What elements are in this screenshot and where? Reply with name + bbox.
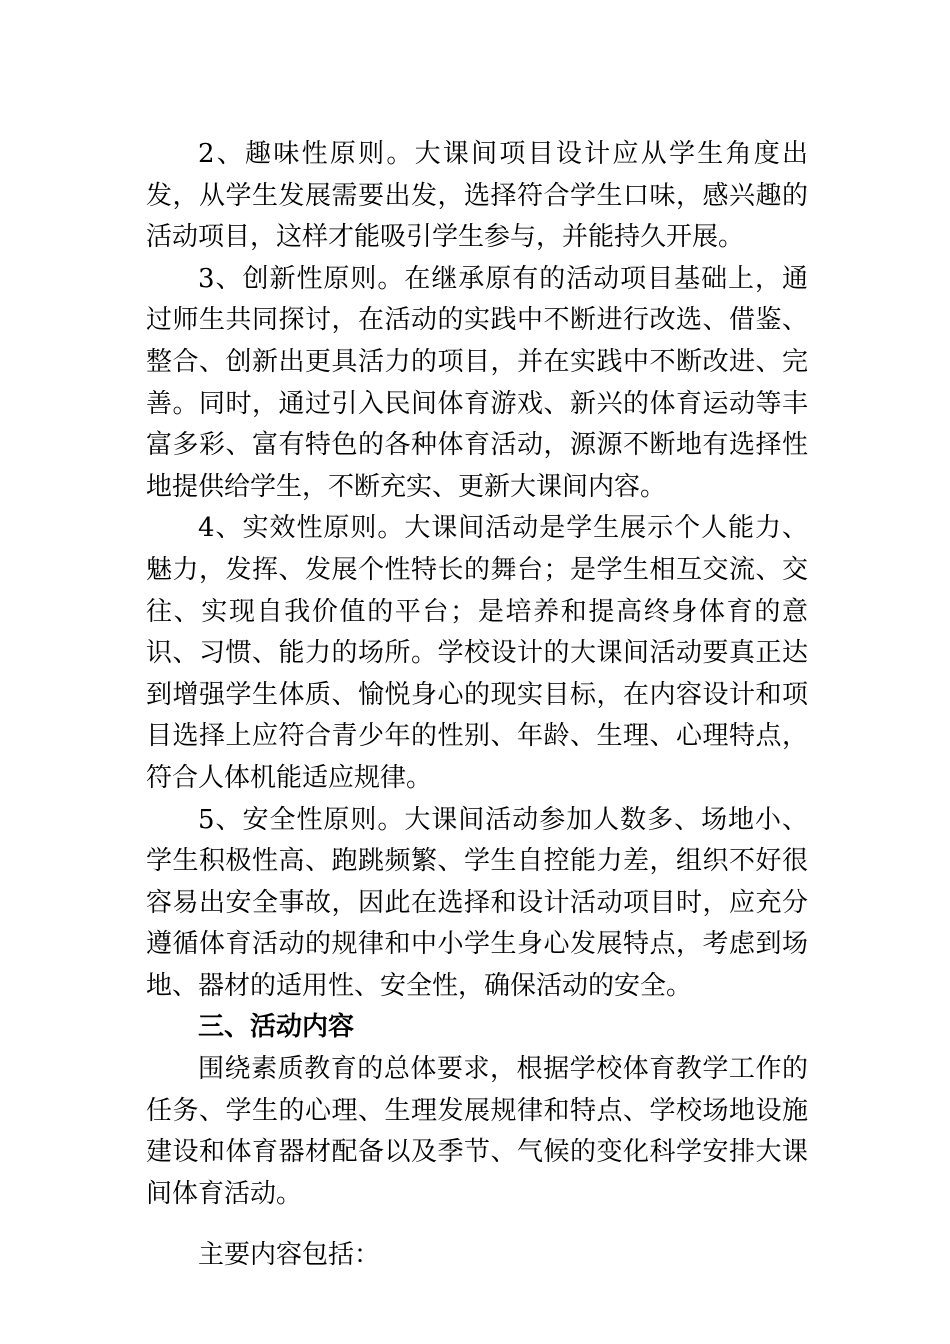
paragraph-innovation-principle: 3、创新性原则。在继承原有的活动项目基础上，通过师生共同探讨，在活动的实践中不断进行改选、借鉴、整合、创新出更具活力的项目，并在实践中不断改进、完善。同时，通过引入民间体育游戏、新兴的体育运动等丰富多彩、富有特色的各种体育活动，源源不断地有选择性地提供给学生，不断充实、更新大课间内容。 [146, 263, 808, 502]
paragraph-main-content-intro: 主要内容包括： [198, 1240, 381, 1271]
paragraph-safety-principle: 5、安全性原则。大课间活动参加人数多、场地小、学生积极性高、跑跳频繁、学生自控能力差，组织不好很容易出安全事故，因此在选择和设计活动项目时，应充分遵循体育活动的规律和中小学生身心发展特点，考虑到场地、器材的适用性、安全性，确保活动的安全。 [146, 804, 808, 1001]
document-page [146, 134, 808, 1277]
paragraph-activity-overview: 围绕素质教育的总体要求，根据学校体育教学工作的任务、学生的心理、生理发展规律和特点、学校场地设施建设和体育器材配备以及季节、气候的变化科学安排大课间体育活动。 [146, 1054, 808, 1209]
paragraph-interest-principle: 2、趣味性原则。大课间项目设计应从学生角度出发，从学生发展需要出发，选择符合学生口味，感兴趣的活动项目，这样才能吸引学生参与，并能持久开展。 [146, 139, 808, 253]
paragraph-effectiveness-principle: 4、实效性原则。大课间活动是学生展示个人能力、魅力，发挥、发展个性特长的舞台；是学生相互交流、交往、实现自我价值的平台；是培养和提高终身体育的意识、习惯、能力的场所。学校设计的大课间活动要真正达到增强学生体质、愉悦身心的现实目标，在内容设计和项目选择上应符合青少年的性别、年龄、生理、心理特点，符合人体机能适应规律。 [146, 513, 808, 793]
section-heading-activity-content: 三、活动内容 [198, 1012, 355, 1043]
